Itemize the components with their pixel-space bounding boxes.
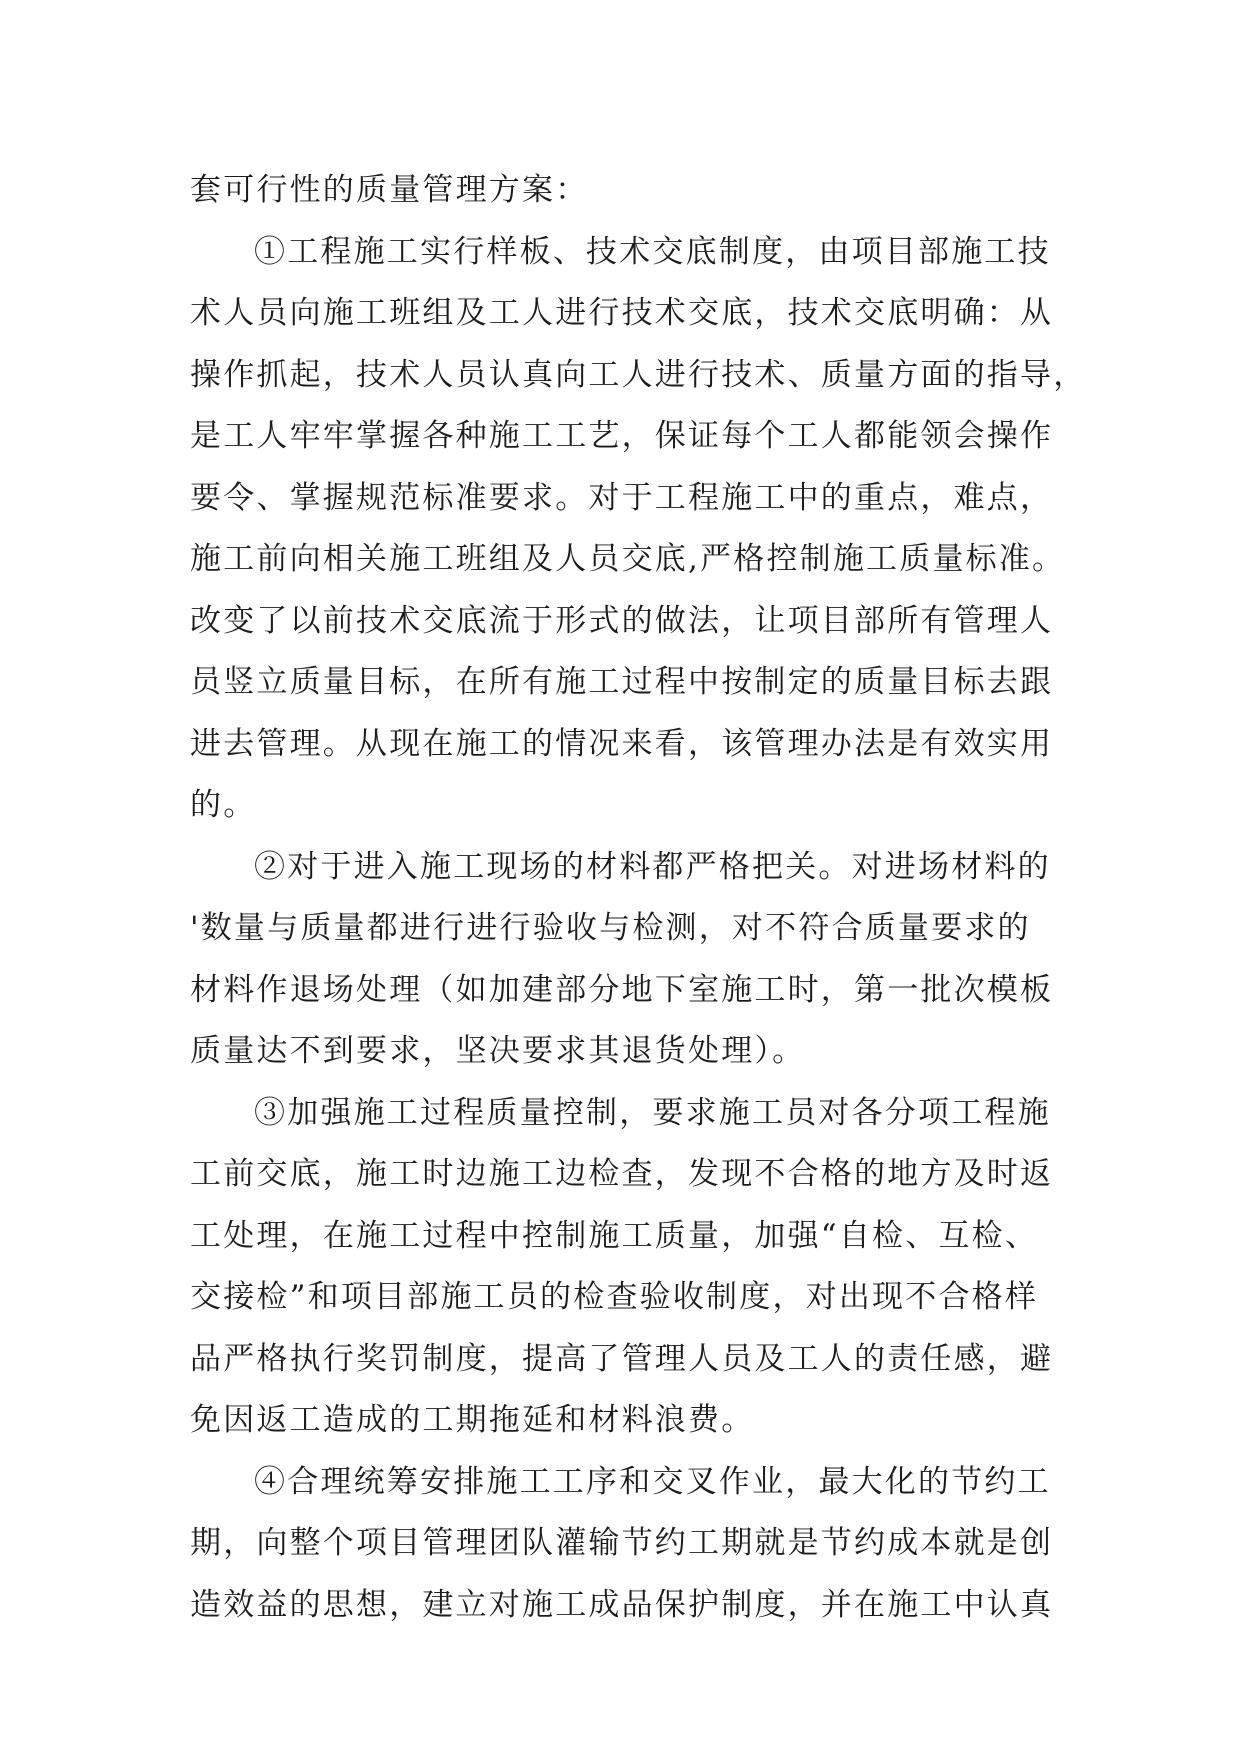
text-line: 交接检”和项目部施工员的检查验收制度，对出现不合格样	[190, 1279, 1039, 1315]
text-line: 的。	[190, 787, 257, 823]
text-line: 操作抓起，技术人员认真向工人进行技术、质量方面的指导，	[190, 356, 1087, 393]
paragraph-2-first-line: ②对于进入施工现场的材料都严格把关。对进场材料的	[254, 848, 1051, 885]
text-line: 施工前向相关施工班组及人员交底,严格控制施工质量标准。	[190, 541, 1066, 577]
text-line: 工前交底，施工时边施工边检查，发现不合格的地方及时返	[190, 1156, 1054, 1192]
body-text	[190, 160, 1087, 1636]
text-line: 要令、掌握规范标准要求。对于工程施工中的重点，难点，	[190, 479, 1054, 516]
text-line: 改变了以前技术交底流于形式的做法，让项目部所有管理人	[190, 602, 1054, 639]
paragraph-1-first-line: ①工程施工实行样板、技术交底制度，由项目部施工技	[254, 233, 1051, 270]
text-line: 进去管理。从现在施工的情况来看，该管理办法是有效实用	[190, 725, 1054, 762]
paragraph-4-first-line: ④合理统筹安排施工工序和交叉作业，最大化的节约工	[254, 1463, 1051, 1500]
text-line: 材料作退场处理（如加建部分地下室施工时，第一批次模板	[190, 971, 1054, 1008]
text-line: 造效益的思想，建立对施工成品保护制度，并在施工中认真	[190, 1586, 1054, 1623]
text-line: 术人员向施工班组及工人进行技术交底，技术交底明确：从	[190, 295, 1054, 331]
text-line: 工处理，在施工过程中控制施工质量，加强“自检、互检、	[190, 1217, 1039, 1254]
paragraph-3-first-line: ③加强施工过程质量控制，要求施工员对各分项工程施	[254, 1094, 1051, 1131]
text-line: 套可行性的质量管理方案：	[190, 172, 589, 208]
text-line: 期，向整个项目管理团队灌输节约工期就是节约成本就是创	[190, 1525, 1054, 1561]
text-line: 品严格执行奖罚制度，提高了管理人员及工人的责任感，避	[190, 1340, 1054, 1377]
text-line: 是工人牢牢掌握各种施工工艺，保证每个工人都能领会操作	[190, 418, 1054, 454]
text-line: 质量达不到要求，坚决要求其退货处理）。	[190, 1033, 806, 1069]
text-line: 免因返工造成的工期拖延和材料浪费。	[190, 1402, 755, 1438]
text-line: '数量与质量都进行进行验收与检测，对不符合质量要求的	[190, 910, 1031, 946]
text-line: 员竖立质量目标，在所有施工过程中按制定的质量目标去跟	[190, 664, 1054, 700]
